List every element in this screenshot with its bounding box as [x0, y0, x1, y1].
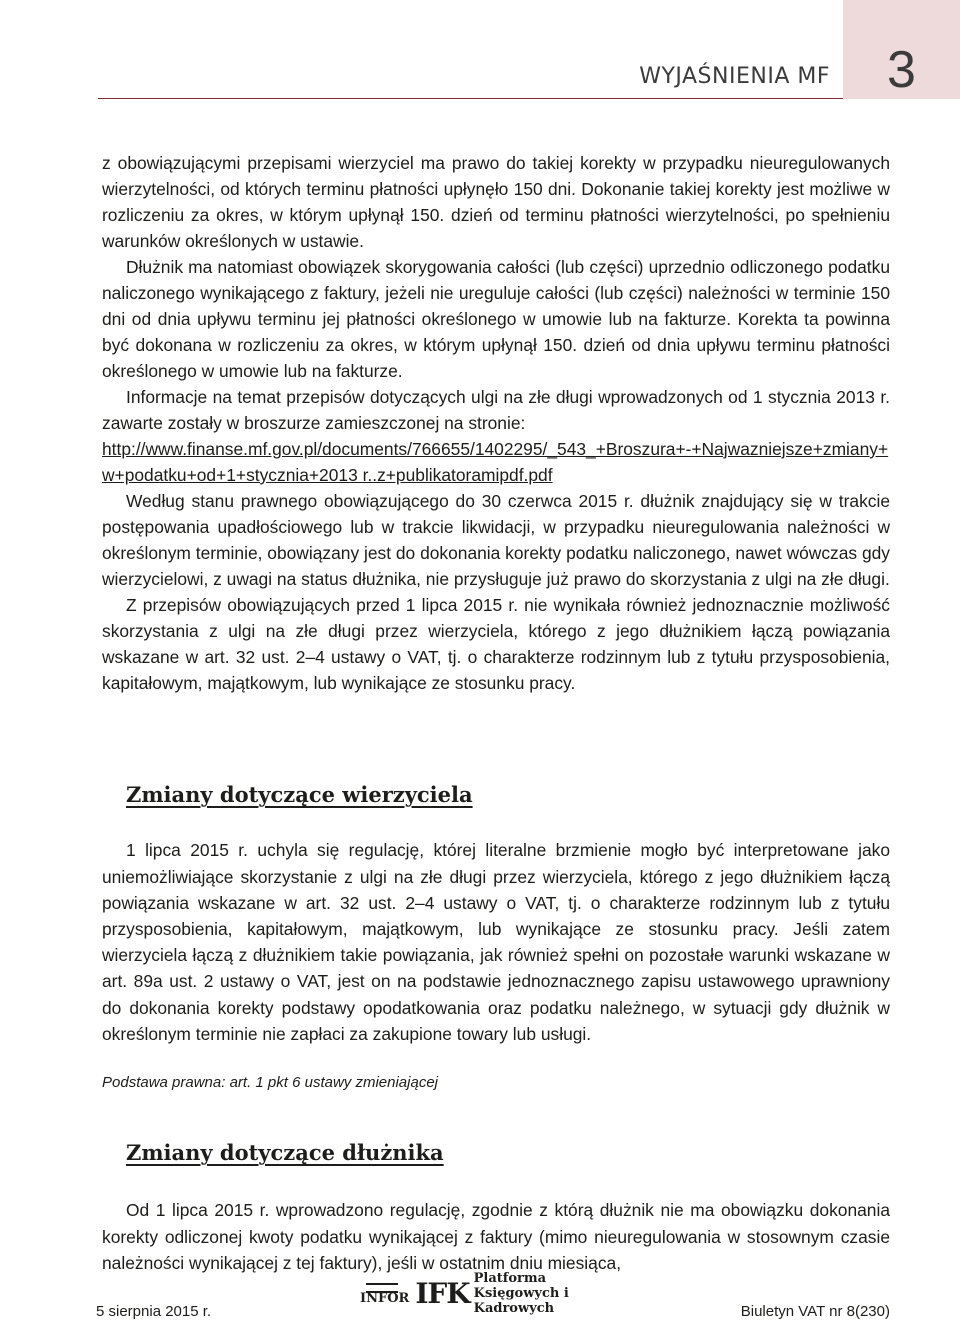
logo-line-1: Platforma — [473, 1270, 547, 1286]
paragraph: Informacje na temat przepisów dotyczących ulgi na złe długi wprowadzonych od 1 stycznia 2013 r. zawarte zostały w broszurze zamieszczonej na stronie: — [102, 387, 890, 433]
paragraph: Z przepisów obowiązujących przed 1 lipca 2015 r. nie wynikała również jednoznacznie możliwość skorzystania z ulgi na złe długi przez wierzyciela, którego z jego dłużnikiem łączą powiązania wskazane w art. 32 ust. 2–4 ustawy o VAT, tj. o charakterze rodzinnym lub z tytułu przysposobienia, kapitałowym, majątkowym, lub wynikające ze stosunku pracy. — [102, 595, 890, 693]
paragraph: 1 lipca 2015 r. uchyla się regulację, której literalne brzmienie mogło być interpretowane jako uniemożliwiające skorzystanie z ulgi na złe długi przez wierzyciela, którego z jego dłużnikiem łączą powiązania wskazane w art. 32 ust. 2–4 ustawy o VAT, tj. o charakterze rodzinnym lub z tytułu przysposobienia, kapitałowym, majątkowym, lub wynikające ze stosunku pracy. Jeśli zatem wierzyciela łączą z dłużnikiem takie powiązania, jak również spełni on pozostałe warunki wskazane w art. 89a ust. 2 ustawy o VAT, jest on na podstawie jednoznacznego zapisu ustawowego uprawniony do dokonania korekty podstawy opodatkowania oraz podatku należnego, w sytuacji gdy dłużnik w określonym terminie nie zapłaci za zakupione towary lub usługi. — [102, 840, 890, 1044]
footer-date: 5 sierpnia 2015 r. — [96, 1303, 212, 1320]
section-label: WYJAŚNIENIA MF — [639, 64, 830, 89]
paragraph: Dłużnik ma natomiast obowiązek skorygowania całości (lub części) uprzednio odliczonego podatku naliczonego wynikającego z faktury, jeżeli nie ureguluje całości (lub części) należności w terminie 150 dni od dnia upływu terminu jej płatności określonego w umowie lub na fakturze. Korekta ta powinna być dokonana w rozliczeniu za okres, w którym upłynął 150. dzień od dnia upływu terminu płatności określonego w umowie lub na fakturze. — [102, 257, 890, 381]
logo-text — [474, 1271, 640, 1316]
paragraph: Od 1 lipca 2015 r. wprowadzono regulację, zgodnie z którą dłużnik nie ma obowiązku dokonania korekty odliczonej kwoty podatku wynikającej z faktury (mimo nieuregulowania w stosownym czasie należności wynikającej z tej faktury), jeśli w ostatnim dniu miesiąca, — [102, 1200, 890, 1274]
section-heading-creditor: Zmiany dotyczące wierzyciela — [126, 782, 473, 807]
logo-infor: INFOR — [360, 1281, 415, 1306]
section-heading-debtor: Zmiany dotyczące dłużnika — [126, 1140, 444, 1165]
page-number: 3 — [887, 41, 916, 99]
footer-issue: Biuletyn VAT nr 8(230) — [740, 1303, 890, 1320]
logo-ifk: IFK — [415, 1276, 470, 1310]
header-divider — [98, 98, 843, 99]
paragraph: Według stanu prawnego obowiązującego do 30 czerwca 2015 r. dłużnik znajdujący się w trakcie postępowania upadłościowego lub w trakcie likwidacji, w przypadku nieuregulowania należności w określonym terminie, obowiązany jest do dokonania korekty podatku naliczonego, nawet wówczas gdy wierzycielowi, z uwagi na status dłużnika, nie przysługuje już prawo do skorzystania z ulgi na złe długi. — [102, 491, 890, 589]
paragraph: z obowiązującymi przepisami wierzyciel ma prawo do takiej korekty w przypadku nieuregulowanych wierzytelności, od których terminu płatności upłynęło 150 dni. Dokonanie takiej korekty jest możliwe w rozliczeniu za okres, w którym upłynął 150. dzień od terminu płatności wierzytelności, po spełnieniu warunków określonych w ustawie. — [102, 153, 890, 251]
section-creditor-text — [102, 820, 890, 1064]
main-text — [102, 150, 890, 696]
broszura-link[interactable]: http://www.finanse.mf.gov.pl/documents/766655/1402295/_543_+Broszura+-+Najwazniejsze+zmiany+w+podatku+od+1+stycznia+2013 r..z+publikatoramipdf.pdf — [102, 439, 889, 485]
legal-basis: Podstawa prawna: art. 1 pkt 6 ustawy zmieniającej — [102, 1074, 438, 1091]
broszura-link-paragraph — [102, 436, 890, 488]
logo-line-2: Księgowych i Kadrowych — [473, 1285, 569, 1316]
publisher-logo — [360, 1270, 640, 1316]
